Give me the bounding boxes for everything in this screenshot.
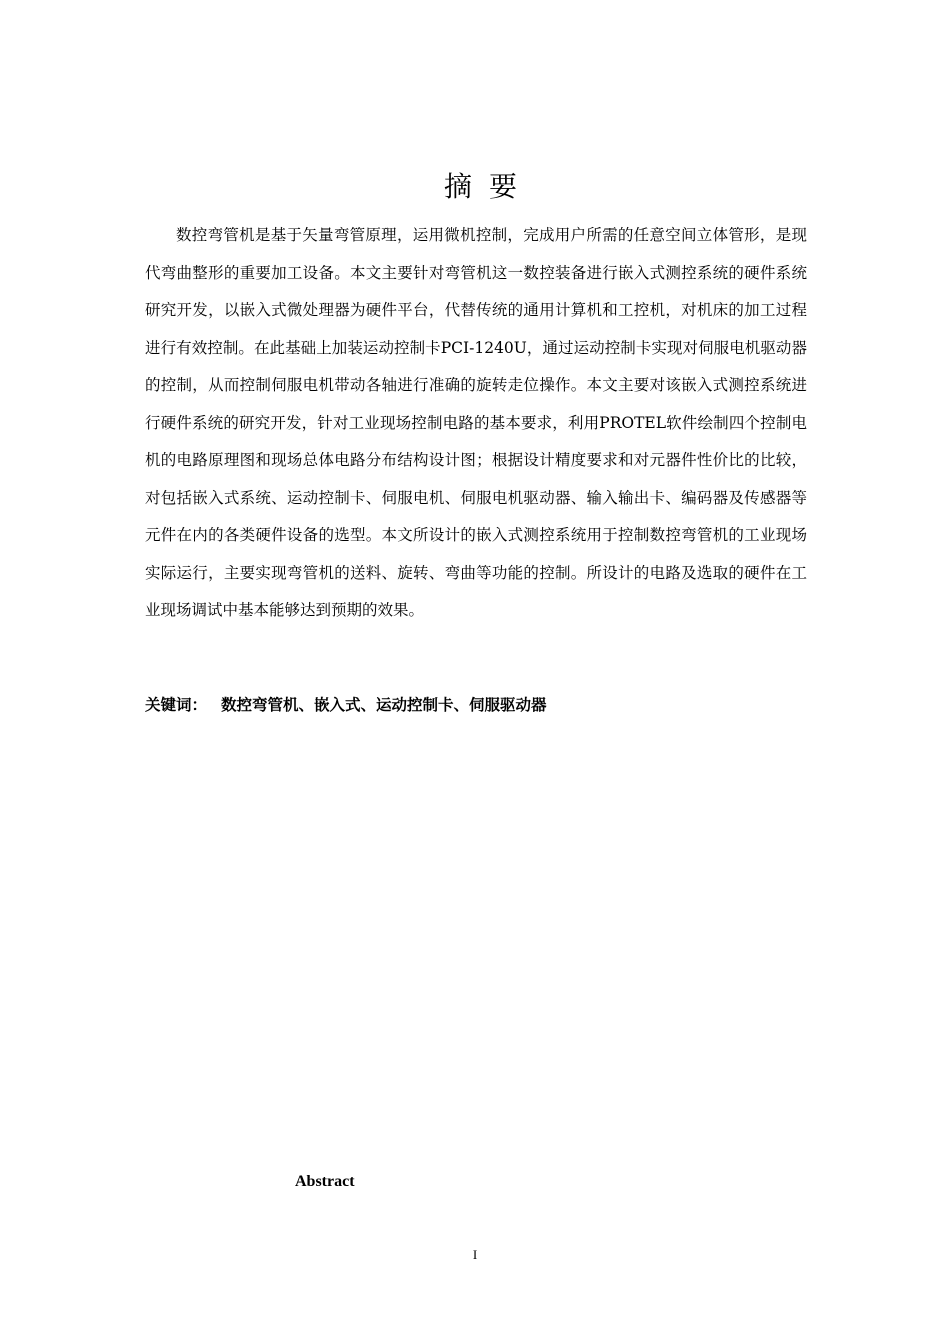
abstract-body: 数控弯管机是基于矢量弯管原理，运用微机控制，完成用户所需的任意空间立体管形，是现代弯曲整形的重要加工设备。本文主要针对弯管机这一数控装备进行嵌入式测控系统的硬件系统研究开发，以嵌入式微处理器为硬件平台，代替传统的通用计算机和工控机，对机床的加工过程进行有效控制。在此基础上加装运动控制卡PCI-1240U，通过运动控制卡实现对伺服电机驱动器的控制，从而控制伺服电机带动各轴进行准确的旋转走位操作。本文主要对该嵌入式测控系统进行硬件系统的研究开发，针对工业现场控制电路的基本要求，利用PROTEL软件绘制四个控制电机的电路原理图和现场总体电路分布结构设计图；根据设计精度要求和对元器件性价比的比较，对包括嵌入式系统、运动控制卡、伺服电机、伺服电机驱动器、输入输出卡、编码器及传感器等元件在内的各类硬件设备的选型。本文所设计的嵌入式测控系统用于控制数控弯管机的工业现场实际运行，主要实现弯管机的送料、旋转、弯曲等功能的控制。所设计的电路及选取的硬件在工业现场调试中基本能够达到预期的效果。: [145, 226, 807, 619]
page-number: I: [472, 1247, 478, 1262]
keywords-value: 数控弯管机、嵌入式、运动控制卡、伺服驱动器: [221, 696, 547, 714]
keywords-line: [145, 690, 807, 720]
page-title: 摘 要: [444, 170, 521, 203]
keywords-label: 关键词：: [145, 696, 208, 714]
english-abstract-heading: Abstract: [295, 1173, 355, 1190]
